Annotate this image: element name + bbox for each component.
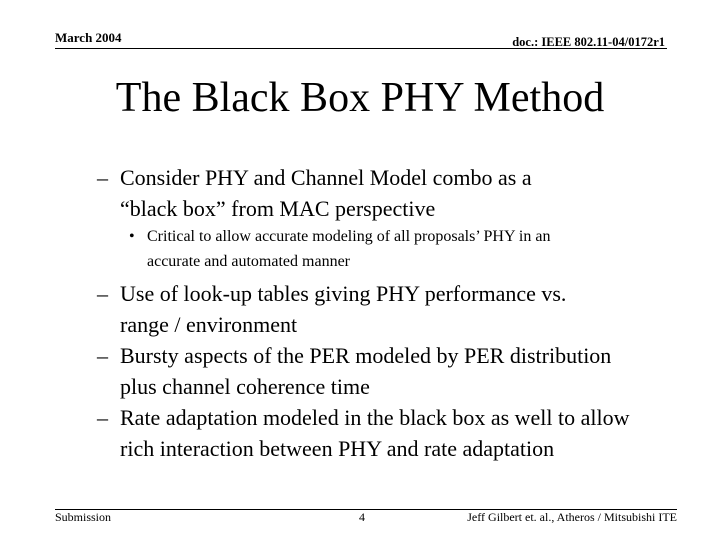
footer-submission: Submission <box>55 510 112 524</box>
sub-bullet-1-line-1: Critical to allow accurate modeling of all proposals’ PHY in an <box>147 228 551 245</box>
slide-title: The Black Box PHY Method <box>115 75 605 121</box>
footer-authors: Jeff Gilbert et. al., Atheros / Mitsubishi ITE <box>467 510 677 524</box>
header-rule <box>55 48 667 49</box>
dash-bullet-mark: – <box>97 165 108 190</box>
bullet-1-line-2: “black box” from MAC perspective <box>120 196 436 221</box>
bullet-3-line-1: Bursty aspects of the PER modeled by PER distribution <box>120 343 612 368</box>
bullet-3 <box>97 340 611 402</box>
bullet-2 <box>97 278 566 340</box>
sub-bullet-1-line-2: accurate and automated manner <box>147 253 350 270</box>
sub-bullet-1 <box>129 224 550 274</box>
bullet-2-line-2: range / environment <box>120 312 298 337</box>
bullet-1-line-1: Consider PHY and Channel Model combo as a <box>120 165 532 190</box>
header-date: March 2004 <box>55 30 122 45</box>
header-doc-id: doc.: IEEE 802.11-04/0172r1 <box>512 35 665 49</box>
bullet-1 <box>97 162 532 224</box>
bullet-3-line-2: plus channel coherence time <box>120 374 370 399</box>
bullet-4-line-2: rich interaction between PHY and rate adaptation <box>120 436 555 461</box>
bullet-2-line-1: Use of look-up tables giving PHY performance vs. <box>120 281 567 306</box>
bullet-4-line-1: Rate adaptation modeled in the black box as well to allow <box>120 405 630 430</box>
dash-bullet-mark: – <box>97 343 108 368</box>
dash-bullet-mark: – <box>97 281 108 306</box>
dash-bullet-mark: – <box>97 405 108 430</box>
dot-bullet-mark: • <box>129 228 135 245</box>
page-number: 4 <box>359 510 365 524</box>
bullet-4 <box>97 402 630 464</box>
